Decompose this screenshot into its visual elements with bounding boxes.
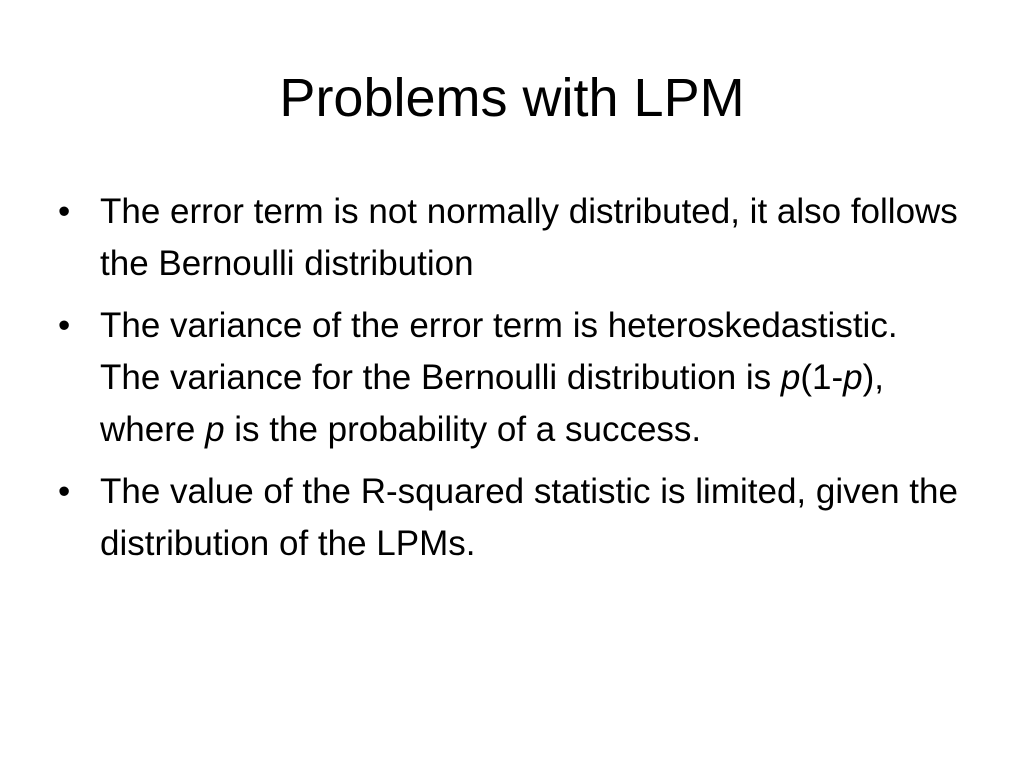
bullet-text — [100, 306, 898, 449]
variable-p-italic: p — [780, 358, 801, 397]
bullet-list — [58, 186, 958, 580]
bullet-text-part: The variance of the error term is heteroskedastistic. The variance for the Bernoulli distribution is — [100, 306, 898, 397]
bullet-item-heteroskedasticity — [58, 300, 958, 456]
variable-p-italic: p — [205, 410, 225, 449]
bullet-item-error-term-distribution — [58, 186, 958, 290]
bullet-text: The error term is not normally distributed, it also follows the Bernoulli distribution — [100, 192, 958, 283]
bullet-text-part: (1- — [800, 358, 844, 397]
bullet-icon: • — [58, 472, 71, 511]
bullet-icon: • — [58, 192, 71, 231]
slide-title: Problems with LPM — [279, 68, 745, 128]
bullet-text-part: is the probability of a success. — [224, 410, 702, 449]
bullet-icon: • — [58, 306, 71, 345]
variable-p-italic: p — [843, 358, 863, 397]
bullet-text-part: ), where — [100, 358, 885, 449]
bullet-text: The value of the R-squared statistic is limited, given the distribution of the LPMs. — [100, 472, 958, 563]
bullet-item-r-squared — [58, 466, 958, 570]
